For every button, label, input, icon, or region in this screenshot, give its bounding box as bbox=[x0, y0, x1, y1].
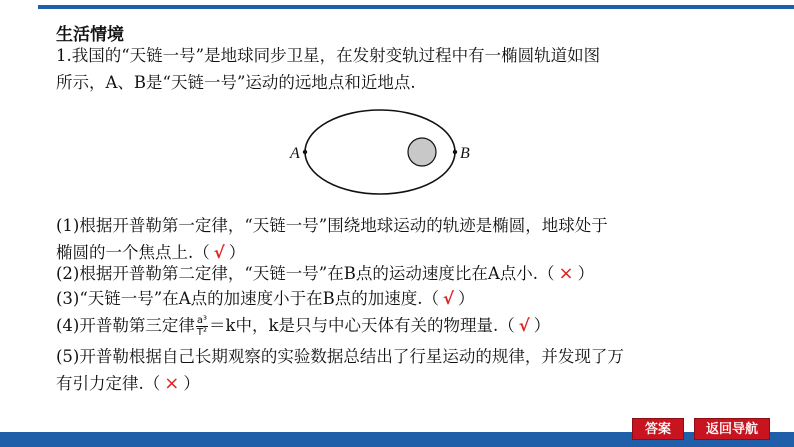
statement-5-end: ） bbox=[183, 374, 200, 393]
point-b-dot bbox=[453, 150, 457, 154]
check-mark-icon: √ bbox=[443, 289, 455, 308]
section-title: 生活情境 bbox=[56, 25, 124, 45]
statement-4-pre: (4)开普勒第三定律 bbox=[56, 316, 195, 335]
statement-5-line-1: (5)开普勒根据自己长期观察的实验数据总结出了行星运动的规律，并发现了万 bbox=[56, 347, 624, 366]
fraction-numerator: a³ bbox=[196, 315, 208, 326]
statement-5-line-2-row bbox=[56, 370, 776, 397]
earth-circle bbox=[408, 138, 436, 166]
top-accent-bar bbox=[38, 5, 794, 9]
statement-1-end: ） bbox=[228, 243, 246, 262]
statement-4-end: ） bbox=[533, 316, 551, 335]
check-mark-icon: √ bbox=[213, 243, 225, 262]
intro-line-2: 所示，A、B是“天链一号”运动的远地点和近地点. bbox=[56, 73, 416, 92]
statement-1-line-1: (1)根据开普勒第一定律，“天链一号”围绕地球运动的轨迹是椭圆，地球处于 bbox=[56, 216, 608, 235]
statement-4 bbox=[56, 312, 776, 339]
statement-5-line-2: 有引力定律.（ bbox=[56, 374, 161, 393]
statement-1 bbox=[56, 212, 776, 266]
intro-paragraph bbox=[56, 42, 776, 96]
statement-2-text: (2)根据开普勒第二定律，“天链一号”在B点的运动速度比在A点小.（ bbox=[56, 264, 555, 283]
orbit-diagram bbox=[280, 108, 480, 202]
intro-line-1: 1.我国的“天链一号”是地球同步卫星，在发射变轨过程中有一椭圆轨道如图 bbox=[56, 46, 601, 65]
cross-mark-icon: × bbox=[164, 373, 180, 394]
kepler-fraction bbox=[196, 315, 208, 338]
statement-1-line-2: 椭圆的一个焦点上.（ bbox=[56, 243, 210, 262]
statement-3-end: ） bbox=[458, 289, 475, 308]
label-a: A bbox=[290, 145, 300, 162]
fraction-denominator: T² bbox=[196, 327, 207, 338]
label-b: B bbox=[460, 145, 470, 162]
statement-4-post: ＝k中，k是只与中心天体有关的物理量.（ bbox=[209, 316, 515, 335]
statement-3 bbox=[56, 285, 776, 312]
statement-2-end: ） bbox=[577, 264, 595, 283]
statement-3-text: (3)“天链一号”在A点的加速度小于在B点的加速度.（ bbox=[56, 289, 440, 308]
cross-mark-icon: × bbox=[558, 263, 574, 284]
check-mark-icon: √ bbox=[518, 316, 530, 335]
answer-button[interactable]: 答案 bbox=[632, 418, 684, 440]
statement-5 bbox=[56, 343, 776, 394]
point-a-dot bbox=[303, 150, 307, 154]
statement-2 bbox=[56, 260, 776, 287]
back-to-nav-button[interactable]: 返回导航 bbox=[694, 418, 770, 440]
